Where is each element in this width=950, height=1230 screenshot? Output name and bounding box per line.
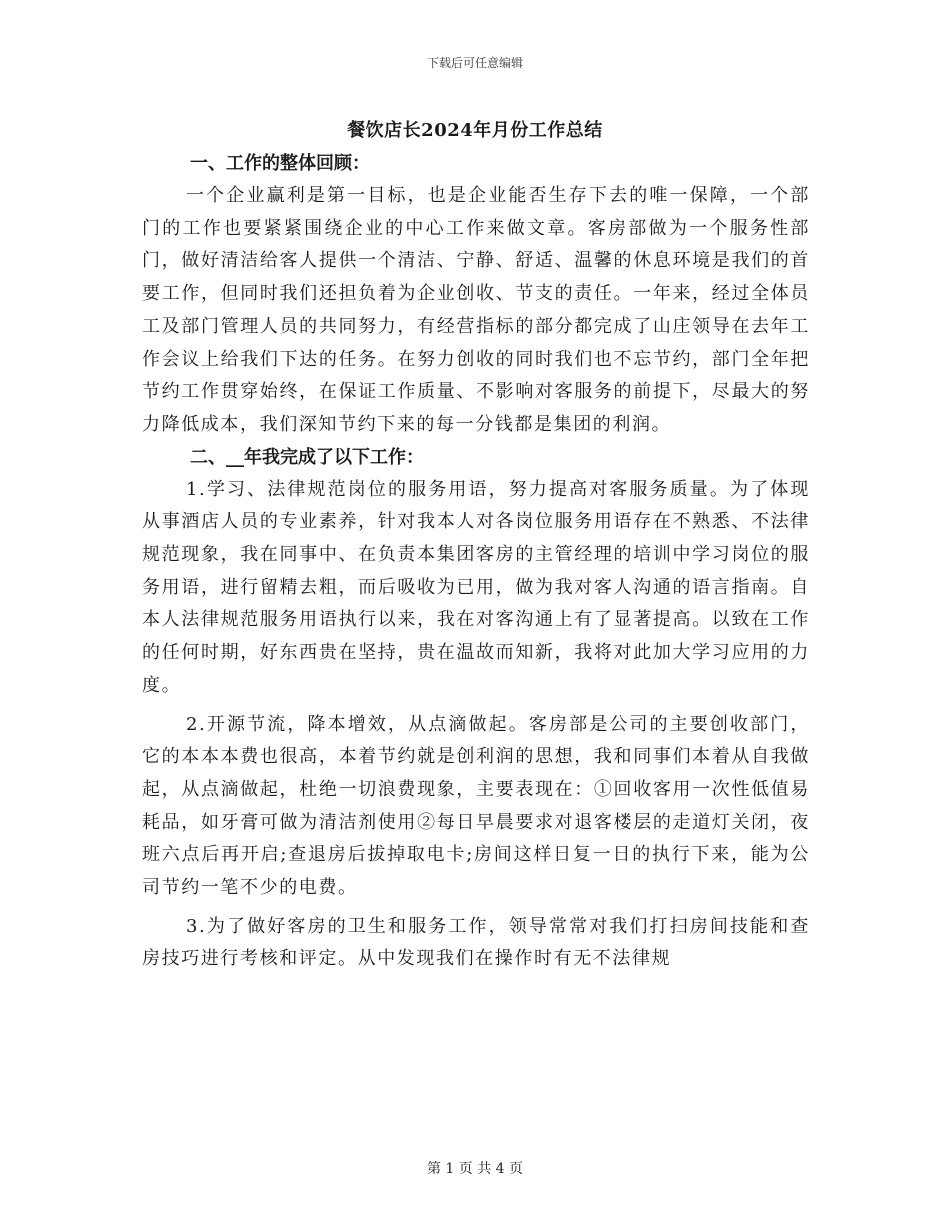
document-body xyxy=(142,148,810,976)
section-heading-work-done: 二、__年我完成了以下工作： xyxy=(190,446,424,468)
page-number-footer: 第 1 页 共 4 页 xyxy=(426,1161,524,1177)
document-title: 餐饮店长2024年月份工作总结 xyxy=(347,120,603,141)
paragraph-item-1: 1.学习、法律规范岗位的服务用语，努力提高对客服务质量。为了体现从事酒店人员的专业素养，针对我本人对各岗位服务用语存在不熟悉、不法律规范现象，我在同事中、在负责本集团客房的主管经理的培训中学习岗位的服务用语，进行留精去粗，而后吸收为已用，做为我对客人沟通的语言指南。自本人法律规范服务用语执行以来，我在对客沟通上有了显著提高。以致在工作的任何时期，好东西贵在坚持，贵在温故而知新，我将对此加大学习应用的力度。 xyxy=(142,478,810,696)
paragraph-item-2: 2.开源节流，降本增效，从点滴做起。客房部是公司的主要创收部门，它的本本本费也很高，本着节约就是创利润的思想，我和同事们本着从自我做起，从点滴做起，杜绝一切浪费现象，主要表现在：①回收客用一次性低值易耗品，如牙膏可做为清洁剂使用②每日早晨要求对退客楼层的走道灯关闭，夜班六点后再开启;查退房后拔掉取电卡;房间这样日复一日的执行下来，能为公司节约一笔不少的电费。 xyxy=(142,713,810,899)
section-heading-overview: 一、工作的整体回顾： xyxy=(190,153,370,174)
paragraph-overview: 一个企业赢利是第一目标，也是企业能否生存下去的唯一保障，一个部门的工作也要紧紧围绕企业的中心工作来做文章。客房部做为一个服务性部门，做好清洁给客人提供一个清洁、宁静、舒适、温馨的休息环境是我们的首要工作，但同时我们还担负着为企业创收、节支的责任。一年来，经过全体员工及部门管理人员的共同努力，有经营指标的部分都完成了山庄领导在去年工作会议上给我们下达的任务。在努力创收的同时我们也不忘节约，部门全年把节约工作贯穿始终，在保证工作质量、不影响对客服务的前提下，尽最大的努力降低成本，我们深知节约下来的每一分钱都是集团的利润。 xyxy=(142,185,810,435)
page-header-note: 下载后可任意编辑 xyxy=(426,56,523,70)
paragraph-item-3: 3.为了做好客房的卫生和服务工作，领导常常对我们打扫房间技能和查房技巧进行考核和评定。从中发现我们在操作时有无不法律规 xyxy=(142,915,810,970)
